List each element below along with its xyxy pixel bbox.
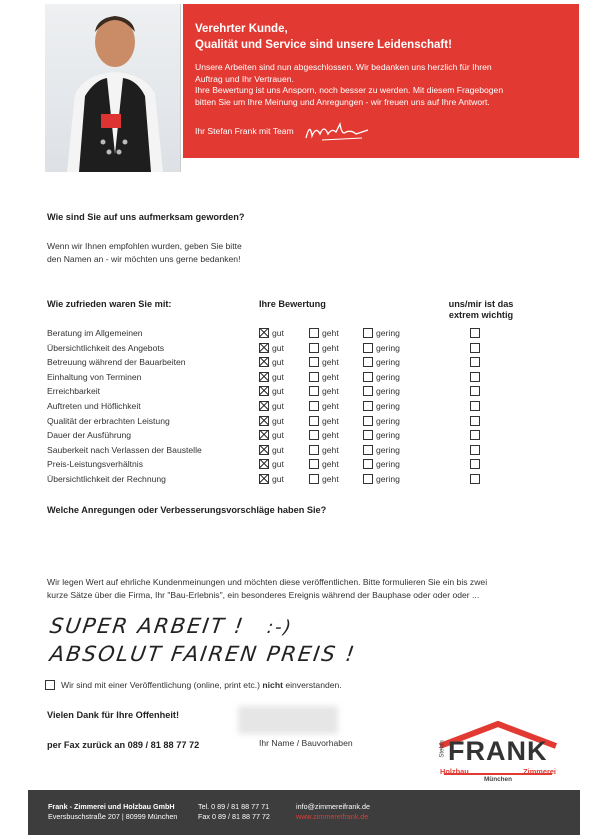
importance-checkbox[interactable]: [470, 474, 480, 484]
rating-option-label: gering: [376, 357, 400, 368]
check-mark-icon: [259, 401, 269, 411]
rating-option-label: gut: [272, 401, 284, 411]
rating-label: Betreuung während der Bauarbeiten: [47, 357, 186, 368]
rating-option-label: gering: [376, 342, 400, 353]
logo-city: München: [483, 776, 513, 783]
rating-checkbox-gut[interactable]: [259, 430, 269, 440]
rating-checkbox-geht[interactable]: [309, 430, 319, 440]
rating-option-label: gut: [272, 342, 284, 353]
rating-option-label: geht: [322, 386, 339, 397]
footer-tel: Tel. 0 89 / 81 88 77 71: [198, 802, 270, 811]
rating-row: [47, 385, 547, 399]
publish-optout-checkbox[interactable]: [45, 680, 55, 690]
source-hint-line: den Namen an - wir möchten uns gerne bedanken!: [47, 254, 241, 264]
rating-checkbox-gut[interactable]: [259, 474, 269, 484]
banner-greeting: Verehrter Kunde,: [195, 23, 288, 35]
rating-option-label: gut: [272, 386, 284, 397]
footer-fax: Fax 0 89 / 81 88 77 72: [198, 812, 270, 821]
handwritten-line-1: [48, 614, 294, 638]
publish-optout-row: [45, 680, 342, 690]
footer-email[interactable]: info@zimmereifrank.de: [296, 802, 371, 811]
rating-label: Auftreten und Höflichkeit: [47, 401, 141, 411]
importance-checkbox[interactable]: [470, 416, 480, 426]
rating-checkbox-gut[interactable]: [259, 372, 269, 382]
logo-small: Stefan: [439, 740, 446, 758]
footer-bar: [28, 790, 580, 835]
banner-line: Auftrag und Ihr Vertrauen.: [195, 73, 294, 84]
rating-label: Dauer der Ausführung: [47, 430, 132, 441]
banner-body: [195, 62, 567, 108]
rating-row: [47, 415, 547, 429]
check-mark-icon: [259, 430, 269, 440]
rating-option-label: gut: [272, 357, 284, 368]
rating-row: [47, 400, 547, 414]
rating-checkbox-geht[interactable]: [309, 343, 319, 353]
rating-option-label: gering: [376, 430, 400, 441]
rating-label: Beratung im Allgemeinen: [47, 328, 143, 338]
check-mark-icon: [259, 328, 269, 338]
rating-option-label: gering: [376, 401, 400, 411]
rating-checkbox-geht[interactable]: [309, 416, 319, 426]
banner-line: Ihre Bewertung ist uns Ansporn, noch besser zu werden. Mit diesem Fragebogen: [195, 85, 504, 96]
rating-row: [47, 327, 547, 341]
logo-brand: FRANK: [448, 736, 548, 766]
banner-tagline: Qualität und Service sind unsere Leidenschaft!: [195, 39, 452, 51]
rating-option-label: gut: [272, 371, 284, 382]
importance-checkbox[interactable]: [470, 459, 480, 469]
rating-checkbox-gering[interactable]: [363, 343, 373, 353]
rating-option-label: gut: [272, 430, 284, 441]
rating-checkbox-gering[interactable]: [363, 445, 373, 455]
rating-option-label: geht: [322, 474, 339, 484]
optout-text-a: Wir sind mit einer Veröffentlichung (online, print etc.): [61, 680, 261, 690]
optout-text-emph: nicht: [262, 680, 283, 690]
importance-checkbox[interactable]: [470, 372, 480, 382]
banner-signoff: Ihr Stefan Frank mit Team: [195, 126, 294, 137]
rating-checkbox-gut[interactable]: [259, 386, 269, 396]
rating-row: [47, 458, 547, 472]
source-hint: [47, 240, 242, 266]
rating-option-label: gut: [272, 474, 284, 484]
thanks-heading: Vielen Dank für Ihre Offenheit!: [47, 710, 180, 720]
check-mark-icon: [259, 459, 269, 469]
rating-checkbox-geht[interactable]: [309, 445, 319, 455]
rating-label: Sauberkeit nach Verlassen der Baustelle: [47, 444, 202, 455]
rating-checkbox-gering[interactable]: [363, 474, 373, 484]
rating-checkbox-gut[interactable]: [259, 416, 269, 426]
rating-row: [47, 356, 547, 370]
footer-company: Frank - Zimmerei und Holzbau GmbH: [48, 802, 175, 811]
rating-option-label: gut: [272, 444, 284, 455]
rating-option-label: gering: [376, 444, 400, 455]
rating-option-label: geht: [322, 401, 339, 411]
rating-label: Einhaltung von Terminen: [47, 371, 142, 382]
check-mark-icon: [259, 416, 269, 426]
rating-checkbox-gering[interactable]: [363, 401, 373, 411]
rating-checkbox-gering[interactable]: [363, 386, 373, 396]
rating-option-label: gering: [376, 386, 400, 397]
rating-checkbox-gering[interactable]: [363, 416, 373, 426]
publish-intro-line: kurze Sätze über die Firma, Ihr "Bau-Erlebnis", ein besonderes Ereignis während der Bauphase oder oder oder ...: [47, 590, 480, 600]
importance-checkbox[interactable]: [470, 343, 480, 353]
rating-option-label: geht: [322, 430, 339, 441]
publish-intro: [47, 576, 487, 602]
rating-row: [47, 444, 547, 458]
rating-checkbox-gut[interactable]: [259, 459, 269, 469]
handwritten-text-1: SUPER ARBEIT !: [48, 614, 247, 638]
check-mark-icon: [259, 372, 269, 382]
rating-label: Übersichtlichkeit der Rechnung: [47, 474, 166, 484]
importance-checkbox[interactable]: [470, 328, 480, 338]
rating-checkbox-geht[interactable]: [309, 386, 319, 396]
importance-checkbox[interactable]: [470, 401, 480, 411]
rating-label: Qualität der erbrachten Leistung: [47, 415, 170, 426]
rating-option-label: gering: [376, 371, 400, 382]
rating-option-label: gut: [272, 328, 284, 338]
rating-checkbox-gering[interactable]: [363, 328, 373, 338]
rating-checkbox-gering[interactable]: [363, 372, 373, 382]
rating-checkbox-geht[interactable]: [309, 459, 319, 469]
fax-line: per Fax zurück an 089 / 81 88 77 72: [47, 740, 200, 750]
rating-checkbox-geht[interactable]: [309, 401, 319, 411]
rating-option-label: geht: [322, 415, 339, 426]
check-mark-icon: [259, 474, 269, 484]
footer-address: Eversbuschstraße 207 | 80999 München: [48, 812, 178, 821]
check-mark-icon: [259, 445, 269, 455]
check-mark-icon: [259, 357, 269, 367]
rating-checkbox-geht[interactable]: [309, 372, 319, 382]
rating-checkbox-gering[interactable]: [363, 459, 373, 469]
signature: [302, 118, 372, 144]
importance-checkbox[interactable]: [470, 357, 480, 367]
rating-option-label: geht: [322, 328, 339, 338]
check-mark-icon: [259, 386, 269, 396]
footer-website[interactable]: www.zimmereifrank.de: [296, 812, 369, 821]
suggestions-question: Welche Anregungen oder Verbesserungsvorschläge haben Sie?: [47, 505, 327, 515]
rating-checkbox-gut[interactable]: [259, 328, 269, 338]
rating-option-label: gut: [272, 459, 284, 470]
handwritten-line-2: ABSOLUT FAIREN PREIS !: [48, 642, 358, 666]
rating-row: [47, 429, 547, 443]
rating-row: [47, 371, 547, 385]
rating-checkbox-gering[interactable]: [363, 357, 373, 367]
rating-checkbox-gering[interactable]: [363, 430, 373, 440]
rating-checkbox-geht[interactable]: [309, 474, 319, 484]
source-hint-line: Wenn wir Ihnen empfohlen wurden, geben Sie bitte: [47, 241, 242, 251]
rating-label: Übersichtlichkeit des Angebots: [47, 342, 165, 353]
source-question: Wie sind Sie auf uns aufmerksam geworden?: [47, 212, 245, 222]
optout-text-c: einverstanden.: [285, 680, 342, 690]
rating-label: Erreichbarkeit: [47, 386, 101, 397]
banner-line: bitten Sie um Ihre Meinung und Anregungen - wir freuen uns auf Ihre Antwort.: [195, 96, 490, 107]
logo-left: Holzbau: [440, 767, 469, 776]
rating-checkbox-gut[interactable]: [259, 445, 269, 455]
rating-row: [47, 342, 547, 356]
banner-line: Unsere Arbeiten sind nun abgeschlossen. Wir bedanken uns herzlich für Ihren: [195, 62, 492, 72]
importance-checkbox[interactable]: [470, 386, 480, 396]
redacted-name: [238, 706, 338, 734]
check-mark-icon: [259, 343, 269, 353]
rating-checkbox-gut[interactable]: [259, 357, 269, 367]
rating-option-label: geht: [322, 342, 339, 353]
importance-header-line: uns/mir ist das: [448, 299, 514, 309]
welcome-banner: [183, 4, 579, 158]
ratings-rating-header: Ihre Bewertung: [259, 299, 326, 309]
name-field-label: Ihr Name / Bauvorhaben: [259, 738, 353, 748]
rating-option-label: gering: [376, 328, 400, 338]
rating-checkbox-gut[interactable]: [259, 343, 269, 353]
rating-option-label: gering: [376, 474, 400, 484]
rating-checkbox-gut[interactable]: [259, 401, 269, 411]
ratings-importance-header: [446, 299, 516, 321]
ratings-question-header: Wie zufrieden waren Sie mit:: [47, 299, 172, 309]
rating-option-label: gering: [376, 415, 400, 426]
rating-option-label: geht: [322, 444, 339, 455]
rating-checkbox-geht[interactable]: [309, 357, 319, 367]
rating-option-label: geht: [322, 357, 339, 368]
rating-checkbox-geht[interactable]: [309, 328, 319, 338]
importance-header-line: extrem wichtig: [448, 310, 514, 320]
rating-label: Preis-Leistungsverhältnis: [47, 459, 144, 470]
rating-row: [47, 473, 547, 487]
handwritten-smiley: :-): [265, 617, 295, 638]
publish-intro-line: Wir legen Wert auf ehrliche Kundenmeinungen und möchten diese veröffentlichen. Bitte formulieren Sie ein bis zwei: [47, 577, 488, 587]
company-logo: [438, 720, 558, 786]
importance-checkbox[interactable]: [470, 445, 480, 455]
rating-option-label: geht: [322, 371, 339, 382]
rating-option-label: gut: [272, 415, 284, 426]
owner-portrait-illustration: [45, 4, 181, 172]
owner-photo: [45, 4, 181, 172]
rating-option-label: geht: [322, 459, 339, 470]
logo-right: Zimmerei: [523, 767, 556, 776]
rating-option-label: gering: [376, 459, 400, 470]
banner-signoff-row: [195, 118, 567, 144]
importance-checkbox[interactable]: [470, 430, 480, 440]
